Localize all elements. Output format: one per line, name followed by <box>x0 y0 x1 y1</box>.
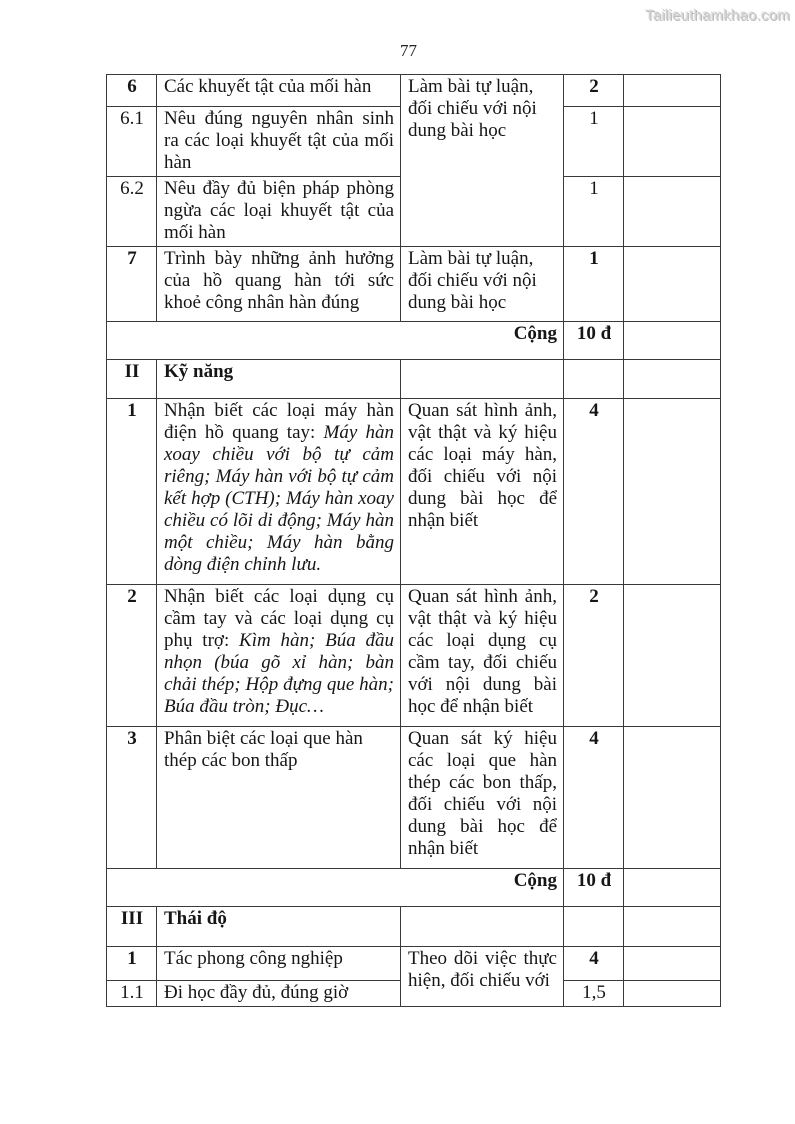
description-italic: Kìm hàn; Búa đầu nhọn (búa gõ xỉ hàn; bàn chải thép; Hộp đựng que hàn; Búa đầu tròn; Đục… <box>164 630 394 717</box>
section-number-cell: III <box>107 907 157 947</box>
empty-cell <box>624 107 721 177</box>
empty-cell <box>624 727 721 869</box>
description-italic: Máy hàn xoay chiều với bộ tự cảm riêng; Máy hàn với bộ tự cảm kết hợp (CTH); Máy hàn xoay chiều có lõi di động; Máy hàn một chiều; Máy hàn bằng dòng điện chỉnh lưu. <box>164 422 394 575</box>
description-cell: Trình bày những ảnh hưởng của hồ quang hàn tới sức khoẻ công nhân hàn đúng <box>157 247 401 322</box>
description-cell: Đi học đầy đủ, đúng giờ <box>157 981 401 1007</box>
method-cell: Quan sát hình ảnh, vật thật và ký hiệu các loại dụng cụ cầm tay, đối chiếu với nội dung bài học để nhận biết <box>401 585 564 727</box>
section-title-cell: Thái độ <box>157 907 401 947</box>
empty-cell <box>401 907 564 947</box>
row-number-cell: 6.2 <box>107 177 157 247</box>
description-cell: Tác phong công nghiệp <box>157 947 401 981</box>
description-cell: Nêu đúng nguyên nhân sinh ra các loại khuyết tật của mối hàn <box>157 107 401 177</box>
method-cell: Quan sát hình ảnh, vật thật và ký hiệu các loại máy hàn, đối chiếu với nội dung bài học để nhận biết <box>401 399 564 585</box>
description-plain: Nhận biết các loại máy hàn điện hồ quang tay: <box>164 400 394 443</box>
description-cell: Nêu đầy đủ biện pháp phòng ngừa các loại khuyết tật của mối hàn <box>157 177 401 247</box>
section-number-cell: II <box>107 360 157 399</box>
total-label-cell: Cộng <box>107 322 564 360</box>
row-number-cell: 3 <box>107 727 157 869</box>
method-cell: Quan sát ký hiệu các loại que hàn thép các bon thấp, đối chiếu với nội dung bài học để nhận biết <box>401 727 564 869</box>
section-header-row-2 <box>107 360 721 399</box>
total-points-cell: 10 đ <box>564 322 624 360</box>
total-row-section-2 <box>107 869 721 907</box>
method-cell: Theo dõi việc thực hiện, đối chiếu với <box>401 947 564 1007</box>
points-cell: 4 <box>564 947 624 981</box>
description-cell <box>157 399 401 585</box>
empty-cell <box>564 360 624 399</box>
points-cell: 1 <box>564 247 624 322</box>
total-row-section-1 <box>107 322 721 360</box>
points-cell: 4 <box>564 727 624 869</box>
points-cell: 1 <box>564 107 624 177</box>
empty-cell <box>624 75 721 107</box>
empty-cell <box>624 907 721 947</box>
empty-cell <box>624 869 721 907</box>
row-number-cell: 1.1 <box>107 981 157 1007</box>
points-cell: 2 <box>564 585 624 727</box>
points-cell: 1,5 <box>564 981 624 1007</box>
table-row-7 <box>107 247 721 322</box>
watermark: Tailieuthamkhao.com <box>645 7 790 24</box>
row-number-cell: 2 <box>107 585 157 727</box>
empty-cell <box>624 322 721 360</box>
total-points-cell: 10 đ <box>564 869 624 907</box>
row-number-cell: 1 <box>107 399 157 585</box>
empty-cell <box>564 907 624 947</box>
total-label-cell: Cộng <box>107 869 564 907</box>
section-header-row-3 <box>107 907 721 947</box>
section-title-cell: Kỹ năng <box>157 360 401 399</box>
page-number: 77 <box>400 41 417 60</box>
description-cell: Các khuyết tật của mối hàn <box>157 75 401 107</box>
points-cell: 2 <box>564 75 624 107</box>
description-cell <box>157 585 401 727</box>
table-row-iii-1 <box>107 947 721 981</box>
empty-cell <box>401 360 564 399</box>
empty-cell <box>624 247 721 322</box>
table-row-ii-3 <box>107 727 721 869</box>
description-plain: Nhận biết các loại dụng cụ cầm tay và các loại dụng cụ phụ trợ: <box>164 586 394 651</box>
row-number-cell: 6.1 <box>107 107 157 177</box>
table-row-6 <box>107 75 721 107</box>
row-number-cell: 6 <box>107 75 157 107</box>
method-cell: Làm bài tự luận, đối chiếu với nội dung bài học <box>401 75 564 247</box>
table-row-ii-2 <box>107 585 721 727</box>
points-cell: 1 <box>564 177 624 247</box>
empty-cell <box>624 585 721 727</box>
assessment-rubric-table <box>106 74 721 1007</box>
empty-cell <box>624 399 721 585</box>
description-cell: Phân biệt các loại que hàn thép các bon thấp <box>157 727 401 869</box>
method-cell: Làm bài tự luận, đối chiếu với nội dung bài học <box>401 247 564 322</box>
empty-cell <box>624 981 721 1007</box>
row-number-cell: 7 <box>107 247 157 322</box>
table-row-ii-1 <box>107 399 721 585</box>
row-number-cell: 1 <box>107 947 157 981</box>
empty-cell <box>624 947 721 981</box>
empty-cell <box>624 177 721 247</box>
points-cell: 4 <box>564 399 624 585</box>
empty-cell <box>624 360 721 399</box>
